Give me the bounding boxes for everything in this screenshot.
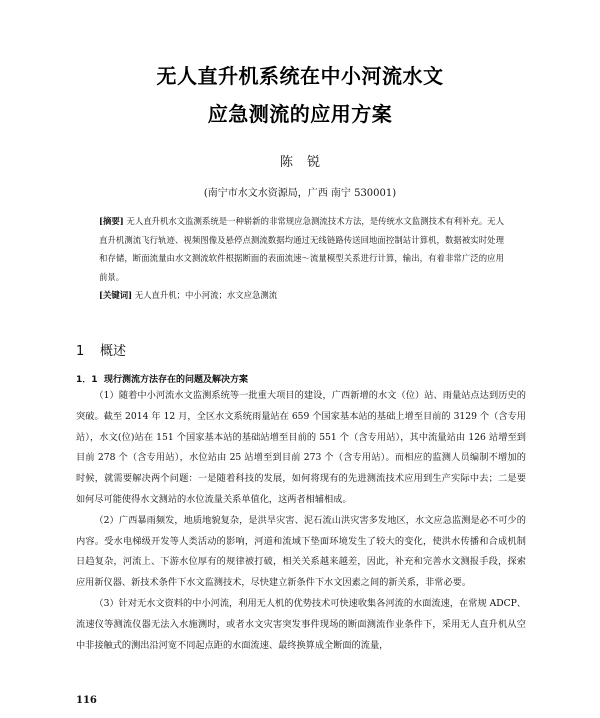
abstract-paragraph: [99, 212, 504, 286]
abstract-text: 无人直升机水文监测系统是一种崭新的非常规应急测流技术方法，是传统水文监测技术有利补充。无人直升机测流飞行轨迹、视频图像及悬停点测流数据均通过无线链路传送回地面控制站计算机，数据被实时处理和存储，断面流量由水文测流软件根据断面的表面流速～流量模型关系进行计算，输出，有着非常广泛的应用前景。: [99, 216, 504, 282]
body-paragraph-3: （3）针对无水文资料的中小河流，利用无人机的优势技术可快速收集各河流的水面流速，在常规 ADCP、流速仪等测流仪器无法入水施测时，或者水文灾害突发事件现场的断面测流作业条件下，采用无人直升机从空中非接触式的测出沿河宽不同起点距的水面流速、最终换算成全断面的流量，: [76, 597, 526, 651]
section-number: 1: [76, 344, 85, 359]
author-affiliation: (南宁市水文水资源局，广西 南宁 530001): [203, 188, 397, 199]
keywords-text: 无人直升机；中小河流；水文应急测流: [134, 290, 278, 300]
section-title: 概述: [100, 344, 127, 359]
article-title-line1: 无人直升机系统在中小河流水文: [156, 64, 444, 88]
author-name: 陈锐: [279, 155, 334, 170]
body-paragraph-2: （2）广西暴雨频发，地质地貌复杂，是洪旱灾害、泥石流山洪灾害多发地区，水文应急监测是必不可少的内容。受水电梯级开发等人类活动的影响，河道和流域下垫面环境发生了较大的变化，使洪水传播和合成机制日趋复杂，河流上、下游水位厚有的规律被打破，相关关系越来越差，因此，补充和完善水文测报手段，探索应用新仪器、新技术条件下水文监测技术，尽快建立新条件下水文因素之间的新关系，非常必要。: [76, 514, 526, 589]
subsection-number: 1．1: [76, 375, 98, 385]
subsection-heading: [76, 372, 248, 385]
subsection-title: 现行测流方法存在的问题及解决方案: [104, 375, 249, 385]
keywords-label: [关键词]: [99, 290, 133, 300]
section-heading: [76, 340, 126, 359]
article-title-line2: 应急测流的应用方案: [207, 102, 393, 126]
page-number: 116: [76, 695, 97, 706]
body-text: [76, 386, 526, 656]
keywords-paragraph: [99, 286, 504, 305]
abstract-label: [摘要]: [99, 216, 124, 226]
body-paragraph-1: （1）随着中小河流水文监测系统等一批重大项目的建设，广西新增的水文（位）站、雨量站点达到历史的突破。截至 2014 年 12 月，全区水文系统雨量站在 659 个国家基本站的基础上增至目前的 3129 个（含专用站），水文(位)站在 151 个国家基本站的基础站增至目前的 551 个（含专用站），其中流量站由 126 站增至到目前 278 个（含专用站），水位站由 25 站增至到目前 273 个（含专用站）。而相应的监测人员编制不增加的时候，就需要解决两个问题：一是随着科技的发展，如何将现有的先进测流技术应用到生产实际中去；二是要如何尽可能使得水文测站的水位流量关系单值化，这两者相辅相成。: [76, 390, 526, 505]
abstract-block: [99, 212, 504, 305]
